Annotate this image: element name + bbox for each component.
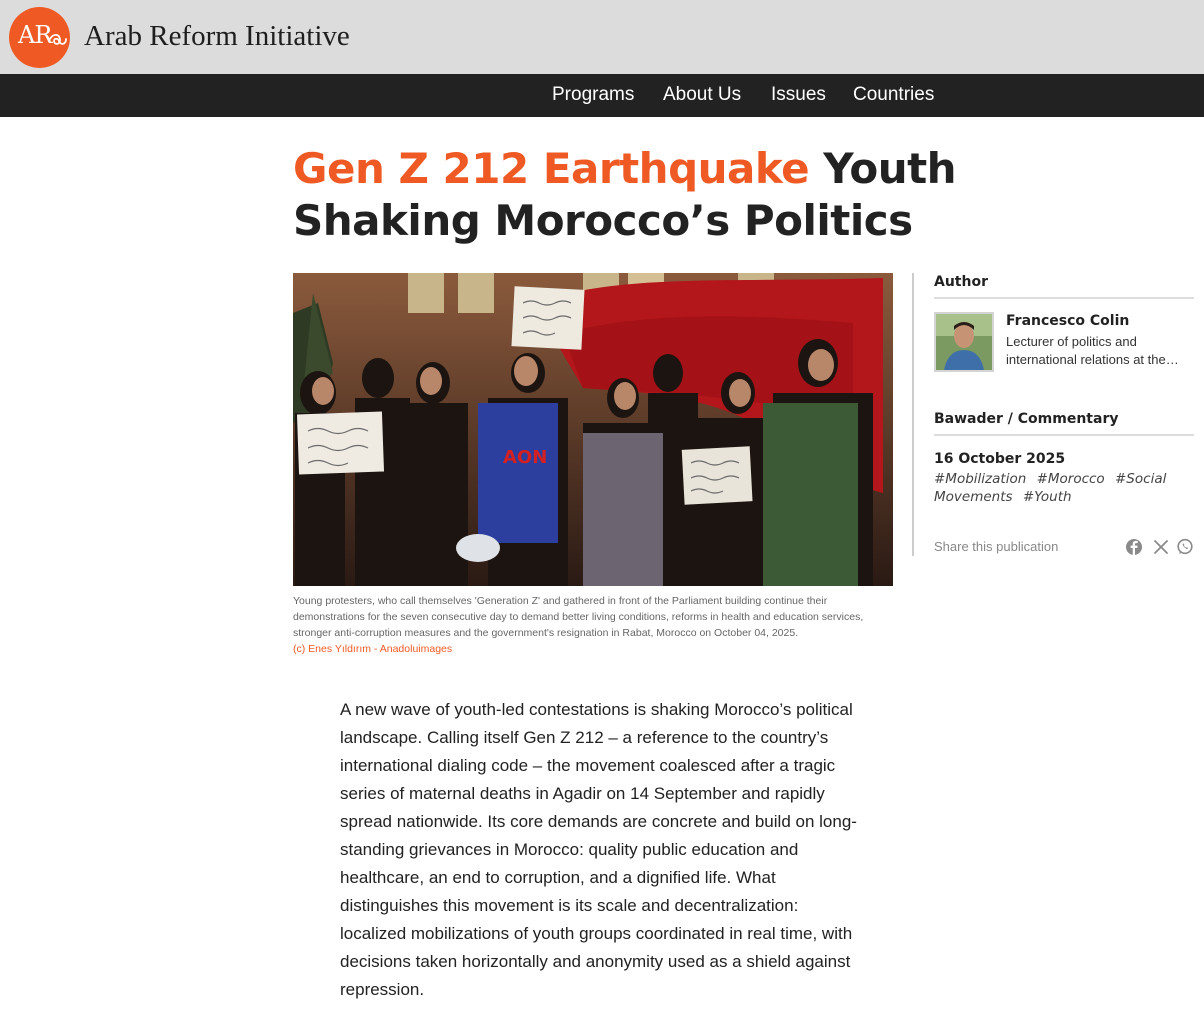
nav-item-programs[interactable]: Programs xyxy=(552,84,635,105)
nav-item-issues[interactable]: Issues xyxy=(771,84,826,105)
tag-youth[interactable]: #Youth xyxy=(1022,489,1072,505)
tag-list xyxy=(934,470,1174,506)
tag-morocco[interactable]: #Morocco xyxy=(1036,471,1105,487)
author-name[interactable]: Francesco Colin xyxy=(1006,313,1130,329)
whatsapp-icon[interactable] xyxy=(1176,538,1194,556)
image-caption: Young protesters, who call themselves 'Generation Z' and gathered in front of the Parliament building continue their demonstrations for the seven consecutive day to demand better living conditions, reforms in health and education services, stronger anti-corruption measures and the government's resignation in Rabat, Morocco on October 04, 2025. xyxy=(293,595,864,639)
title-rest: Youth Shaking Morocco’s Politics xyxy=(293,144,957,245)
nav-item-about-us[interactable]: About Us xyxy=(663,84,742,105)
main-nav xyxy=(0,74,1204,117)
article-photo xyxy=(293,273,893,586)
page-title xyxy=(293,143,1093,247)
title-accent: Gen Z 212 Earthquake xyxy=(293,144,810,193)
article-body-paragraph: A new wave of youth-led contestations is shaking Morocco’s political landscape. Calling itself Gen Z 212 – a reference to the country’s international dialing code – the movement coalesced after a tragic series of maternal deaths in Agadir on 14 September and rapidly spread nationwide. Its core demands are concrete and build on long-standing grievances in Morocco: quality public education and healthcare, an end to corruption, and a dignified life. What distinguishes this movement is its scale and decentralization: localized mobilizations of youth groups coordinated in real time, with decisions taken horizontally and anonymity used as a shield against repression. xyxy=(340,700,857,999)
logo-swirl-icon xyxy=(46,29,68,51)
svg-text:AON: AON xyxy=(503,447,548,468)
category-heading[interactable]: Bawader / Commentary xyxy=(934,411,1119,427)
author-description: Lecturer of politics and international relations at the… xyxy=(1006,334,1179,367)
tag-social-movements[interactable]: #Social Movements xyxy=(934,471,1167,505)
x-icon[interactable] xyxy=(1152,538,1170,556)
author-heading: Author xyxy=(934,274,988,290)
article-sidebar xyxy=(912,273,1194,556)
publication-date: 16 October 2025 xyxy=(934,451,1066,467)
share-label: Share this publication xyxy=(934,539,1059,554)
sidebar-divider xyxy=(934,297,1194,299)
tag-mobilization[interactable]: #Mobilization xyxy=(934,471,1027,487)
nav-item-countries[interactable]: Countries xyxy=(853,84,935,105)
image-credit[interactable]: (c) Enes Yıldırım - Anadoluimages xyxy=(293,643,453,655)
author-avatar[interactable] xyxy=(934,312,994,372)
logo-text: AR xyxy=(18,21,52,49)
site-name[interactable]: Arab Reform Initiative xyxy=(84,20,350,52)
sidebar-divider xyxy=(934,434,1194,436)
site-header xyxy=(0,0,1204,74)
facebook-icon[interactable] xyxy=(1125,538,1143,556)
site-logo[interactable] xyxy=(9,7,70,68)
